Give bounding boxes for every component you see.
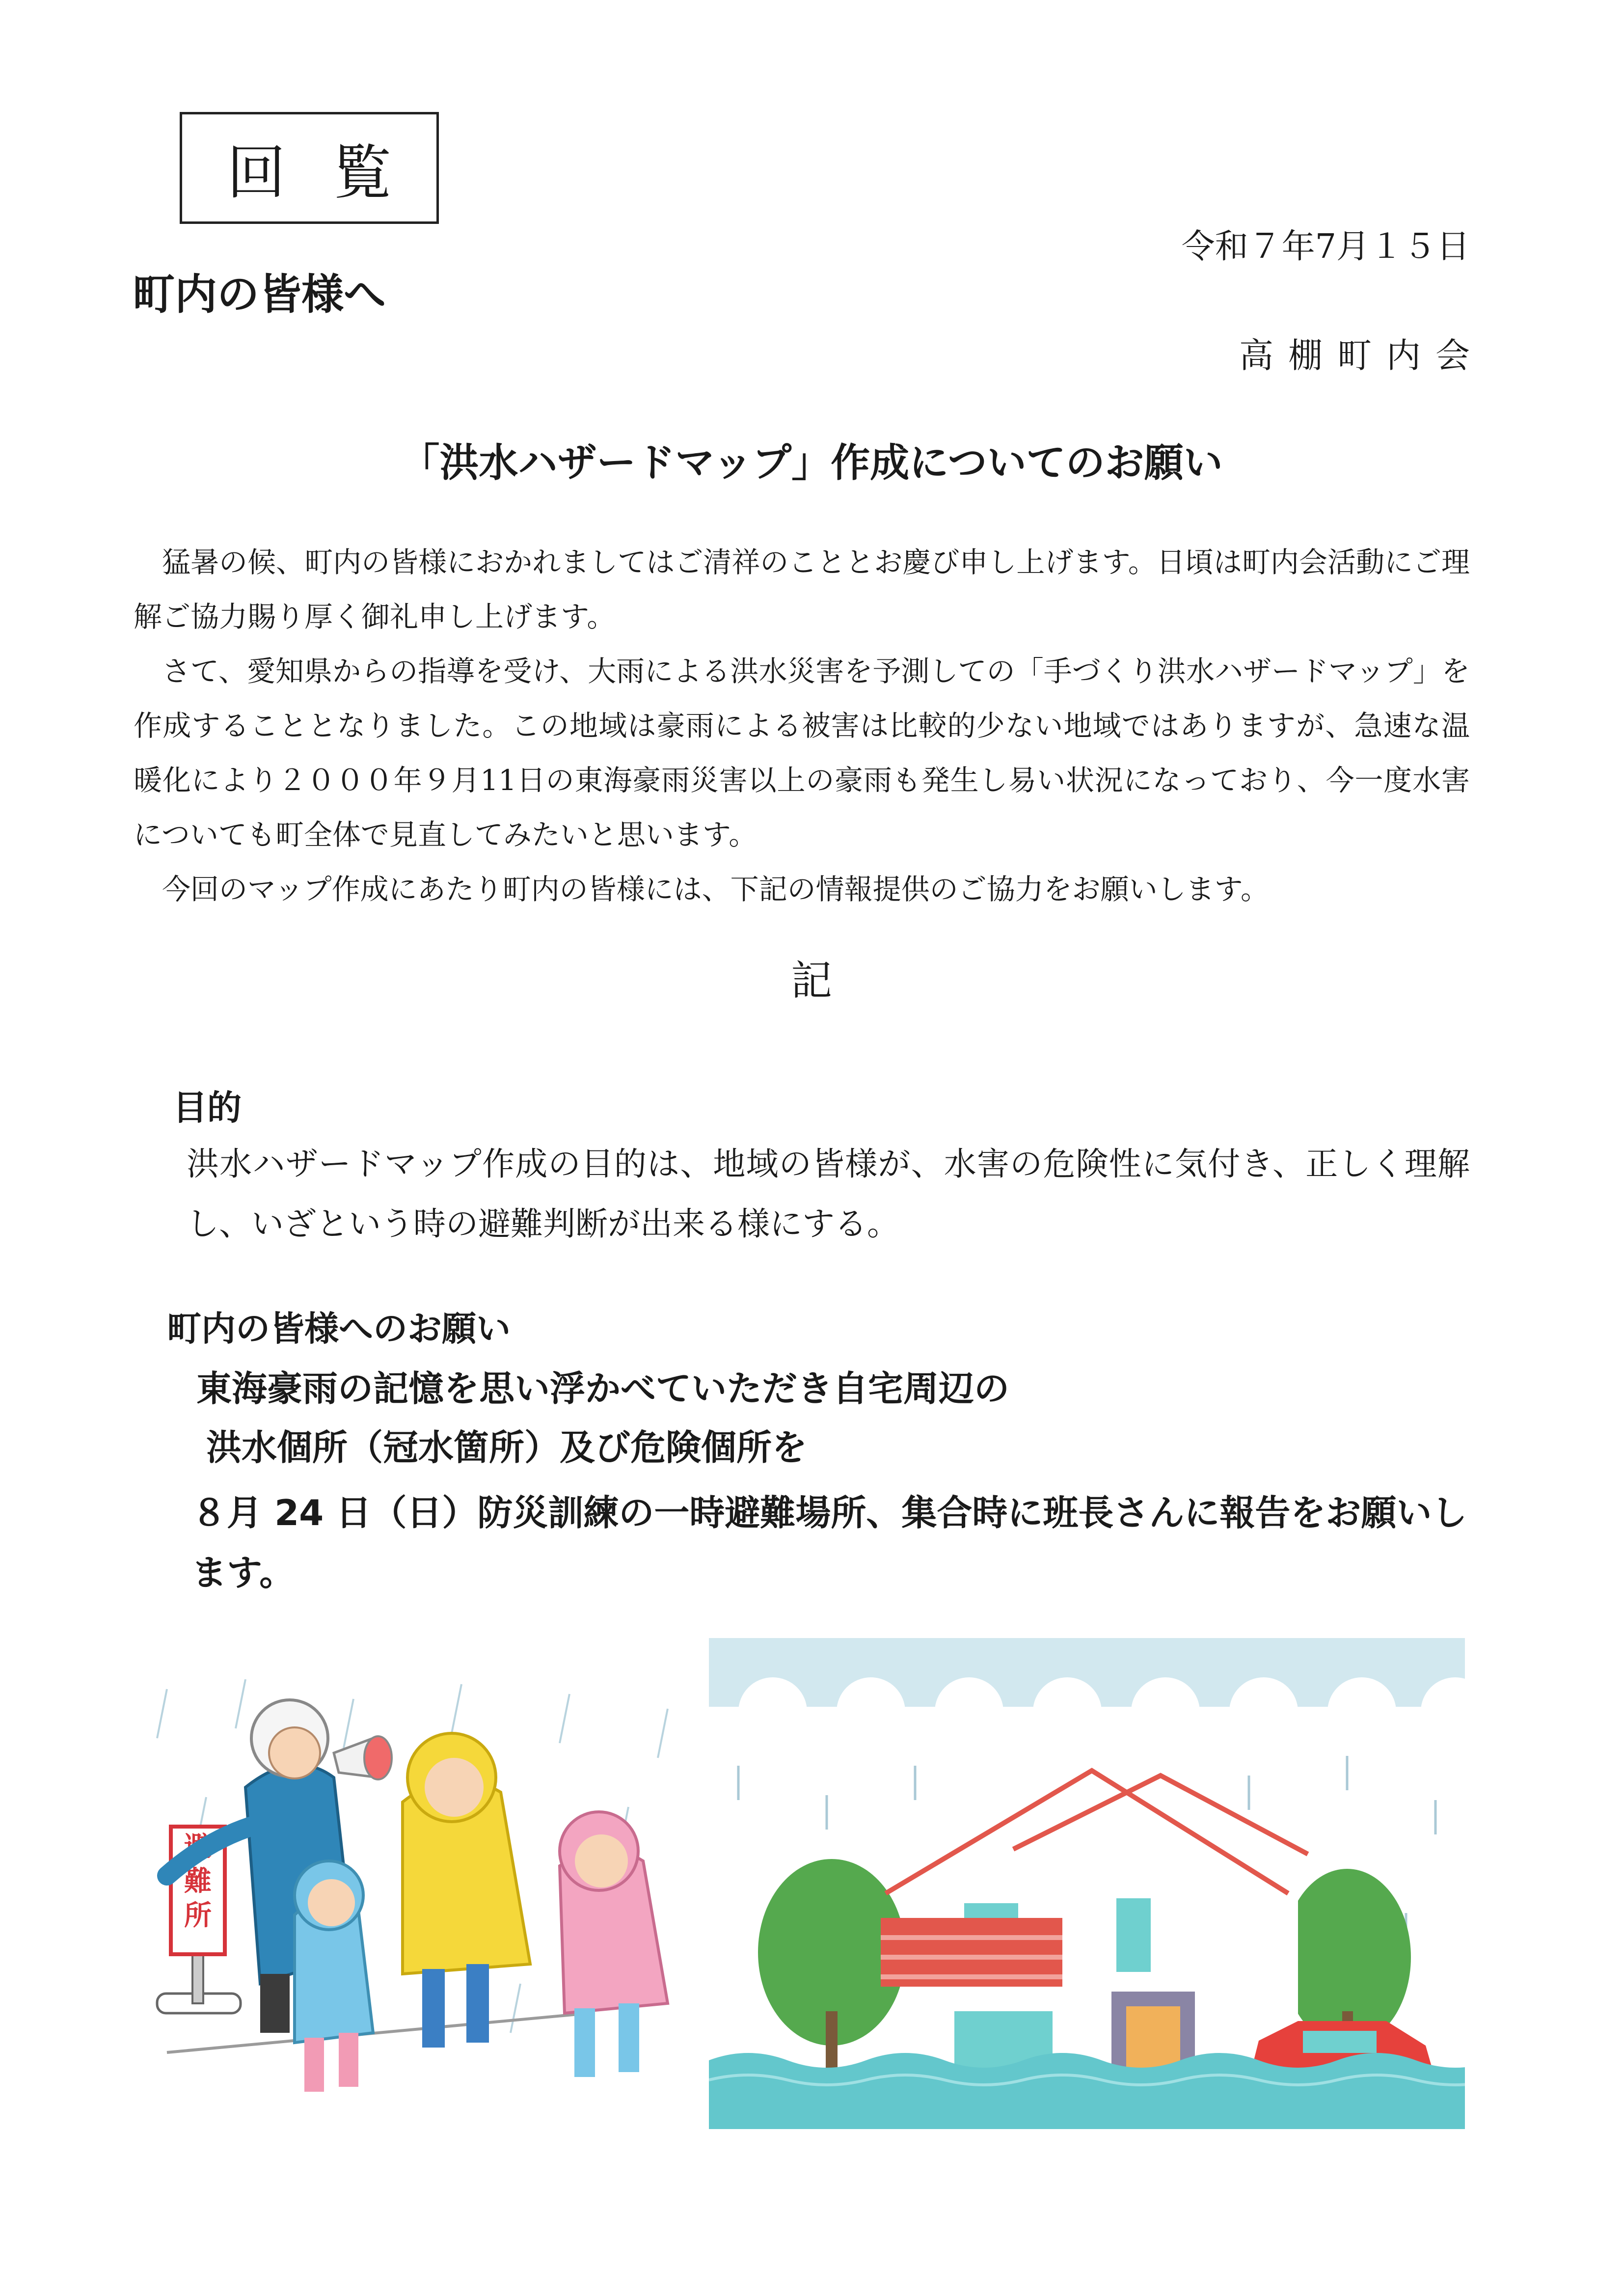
child-pink bbox=[560, 1812, 668, 2077]
body-text bbox=[134, 535, 1470, 917]
issue-date: 令和７年7月１５日 bbox=[1181, 227, 1470, 266]
flooded-house-illustration bbox=[709, 1638, 1465, 2129]
window bbox=[1116, 1898, 1151, 1972]
purpose-text: 洪水ハザードマップ作成の目的は、地域の皆様が、水害の危険性に気付き、正しく理解し、いざという時の避難判断が出来る様にする。 bbox=[187, 1145, 1470, 1243]
request-line-2: 洪水個所（冠水箇所）及び危険個所を bbox=[206, 1427, 808, 1468]
child-lightblue bbox=[295, 1861, 373, 2092]
body-paragraph: 今回のマップ作成にあたり町内の皆様には、下記の情報提供のご協力をお願いします。 bbox=[162, 873, 1270, 906]
evacuation-sign-char: 難 bbox=[184, 1865, 212, 1897]
sender-name: 高棚町内会 bbox=[1239, 335, 1485, 376]
greeting: 町内の皆様へ bbox=[133, 270, 386, 319]
kairan-stamp-box bbox=[180, 112, 439, 224]
kairan-label: 回覧 bbox=[227, 139, 439, 207]
purpose-heading: 目的 bbox=[173, 1088, 242, 1128]
body-paragraph: 猛暑の候、町内の皆様におかれましてはご清祥のこととお慶び申し上げます。日頃は町内会活動にご理解ご協力賜り厚く御礼申し上げます。 bbox=[134, 546, 1470, 633]
document-title: 「洪水ハザードマップ」作成についてのお願い bbox=[400, 440, 1223, 486]
ground-line bbox=[167, 2013, 589, 2052]
request-line-1: 東海豪雨の記憶を思い浮かべていただき自宅周辺の bbox=[196, 1368, 1010, 1409]
request-heading: 町内の皆様へのお願い bbox=[167, 1309, 511, 1349]
evacuation-illustration bbox=[147, 1679, 707, 2136]
evacuation-sign-char: 所 bbox=[184, 1900, 212, 1932]
child-yellow bbox=[403, 1733, 530, 2048]
request-line-3: ８月 24 日（日）防災訓練の一時避難場所、集合時に班長さんに報告をお願いします。 bbox=[191, 1492, 1467, 1593]
evacuation-sign-char: 避 bbox=[184, 1831, 212, 1863]
body-paragraph: さて、愛知県からの指導を受け、大雨による洪水災害を予測しての「手づくり洪水ハザードマップ」を作成することとなりました。この地域は豪雨による被害は比較的少ない地域ではありますが、急速な温暖化により２０００年９月11日の東海豪雨災害以上の豪雨も発生し易い状況になっており、今一度水害についても町全体で見直してみたいと思います。 bbox=[134, 655, 1470, 851]
ki-heading: 記 bbox=[790, 957, 832, 1005]
